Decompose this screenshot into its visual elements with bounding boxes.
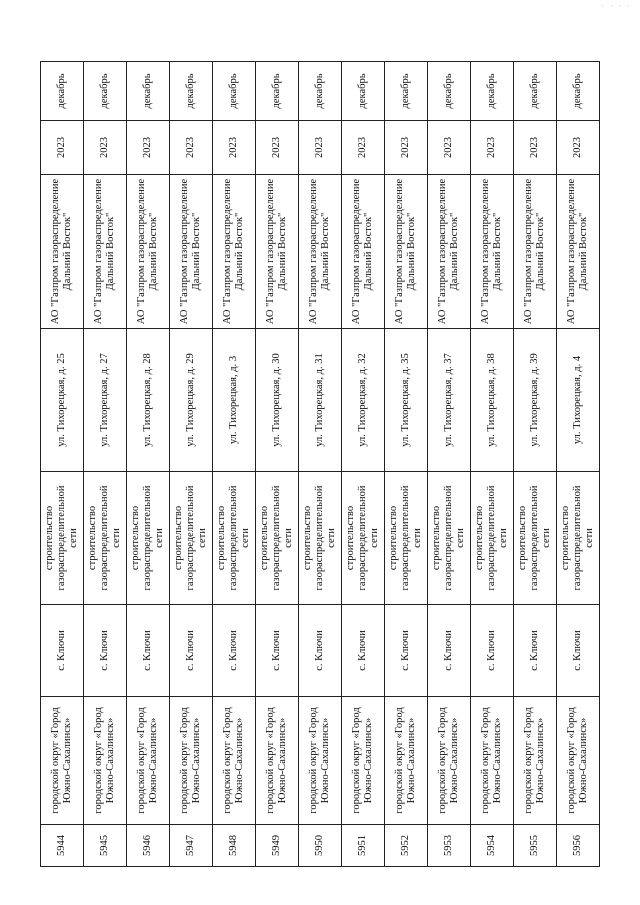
locality-cell: с. Ключи xyxy=(213,605,256,697)
month-cell: декабрь xyxy=(213,62,256,121)
year-cell: 2023 xyxy=(213,121,256,175)
organization-cell: АО "Газпром газораспределение Дальний Восток" xyxy=(299,175,342,329)
organization-cell: АО "Газпром газораспределение Дальний Восток" xyxy=(84,175,127,329)
table-row xyxy=(299,62,342,867)
organization-cell: АО "Газпром газораспределение Дальний Восток" xyxy=(471,175,514,329)
work-type-cell: строительство газораспределительной сети xyxy=(342,472,385,605)
row-number: 5944 xyxy=(41,825,84,867)
table-row xyxy=(428,62,471,867)
month-cell: декабрь xyxy=(428,62,471,121)
address-cell: ул. Тихорецкая, д. 25 xyxy=(41,329,84,472)
district-cell: городской округ «Город Южно-Сахалинск» xyxy=(428,697,471,825)
month-cell: декабрь xyxy=(127,62,170,121)
organization-cell: АО "Газпром газораспределение Дальний Восток" xyxy=(127,175,170,329)
address-cell: ул. Тихорецкая, д. 31 xyxy=(299,329,342,472)
month-cell: декабрь xyxy=(342,62,385,121)
table-row xyxy=(84,62,127,867)
year-cell: 2023 xyxy=(41,121,84,175)
district-cell: городской округ «Город Южно-Сахалинск» xyxy=(514,697,557,825)
locality-cell: с. Ключи xyxy=(428,605,471,697)
year-cell: 2023 xyxy=(127,121,170,175)
organization-cell: АО "Газпром газораспределение Дальний Восток" xyxy=(385,175,428,329)
address-cell: ул. Тихорецкая, д. 29 xyxy=(170,329,213,472)
organization-cell: АО "Газпром газораспределение Дальний Восток" xyxy=(342,175,385,329)
table-row xyxy=(557,62,600,867)
address-cell: ул. Тихорецкая, д. 37 xyxy=(428,329,471,472)
month-cell: декабрь xyxy=(385,62,428,121)
address-cell: ул. Тихорецкая, д. 4 xyxy=(557,329,600,472)
organization-cell: АО "Газпром газораспределение Дальний Восток" xyxy=(514,175,557,329)
month-cell: декабрь xyxy=(471,62,514,121)
district-cell: городской округ «Город Южно-Сахалинск» xyxy=(299,697,342,825)
locality-cell: с. Ключи xyxy=(256,605,299,697)
organization-cell: АО "Газпром газораспределение Дальний Восток" xyxy=(41,175,84,329)
table-row xyxy=(342,62,385,867)
year-cell: 2023 xyxy=(471,121,514,175)
locality-cell: с. Ключи xyxy=(557,605,600,697)
year-cell: 2023 xyxy=(514,121,557,175)
row-number: 5946 xyxy=(127,825,170,867)
row-number: 5951 xyxy=(342,825,385,867)
address-cell: ул. Тихорецкая, д. 30 xyxy=(256,329,299,472)
table-row xyxy=(213,62,256,867)
district-cell: городской округ «Город Южно-Сахалинск» xyxy=(84,697,127,825)
address-cell: ул. Тихорецкая, д. 3 xyxy=(213,329,256,472)
address-cell: ул. Тихорецкая, д. 28 xyxy=(127,329,170,472)
month-cell: декабрь xyxy=(256,62,299,121)
district-cell: городской округ «Город Южно-Сахалинск» xyxy=(127,697,170,825)
district-cell: городской округ «Город Южно-Сахалинск» xyxy=(41,697,84,825)
work-type-cell: строительство газораспределительной сети xyxy=(514,472,557,605)
row-number: 5948 xyxy=(213,825,256,867)
locality-cell: с. Ключи xyxy=(385,605,428,697)
address-cell: ул. Тихорецкая, д. 32 xyxy=(342,329,385,472)
work-type-cell: строительство газораспределительной сети xyxy=(471,472,514,605)
work-type-cell: строительство газораспределительной сети xyxy=(385,472,428,605)
row-number: 5950 xyxy=(299,825,342,867)
row-number: 5953 xyxy=(428,825,471,867)
address-cell: ул. Тихорецкая, д. 27 xyxy=(84,329,127,472)
work-type-cell: строительство газораспределительной сети xyxy=(170,472,213,605)
organization-cell: АО "Газпром газораспределение Дальний Восток" xyxy=(213,175,256,329)
organization-cell: АО "Газпром газораспределение Дальний Восток" xyxy=(256,175,299,329)
locality-cell: с. Ключи xyxy=(84,605,127,697)
district-cell: городской округ «Город Южно-Сахалинск» xyxy=(170,697,213,825)
locality-cell: с. Ключи xyxy=(41,605,84,697)
row-number: 5954 xyxy=(471,825,514,867)
year-cell: 2023 xyxy=(428,121,471,175)
address-cell: ул. Тихорецкая, д. 39 xyxy=(514,329,557,472)
work-type-cell: строительство газораспределительной сети xyxy=(428,472,471,605)
row-number: 5945 xyxy=(84,825,127,867)
work-type-cell: строительство газораспределительной сети xyxy=(127,472,170,605)
district-cell: городской округ «Город Южно-Сахалинск» xyxy=(256,697,299,825)
locality-cell: с. Ключи xyxy=(514,605,557,697)
work-type-cell: строительство газораспределительной сети xyxy=(557,472,600,605)
rotated-page xyxy=(40,62,600,867)
table-row xyxy=(471,62,514,867)
table-body xyxy=(41,62,600,867)
row-number: 5949 xyxy=(256,825,299,867)
work-type-cell: строительство газораспределительной сети xyxy=(299,472,342,605)
year-cell: 2023 xyxy=(170,121,213,175)
month-cell: декабрь xyxy=(170,62,213,121)
locality-cell: с. Ключи xyxy=(342,605,385,697)
year-cell: 2023 xyxy=(299,121,342,175)
row-number: 5956 xyxy=(557,825,600,867)
table-row xyxy=(170,62,213,867)
month-cell: декабрь xyxy=(514,62,557,121)
district-cell: городской округ «Город Южно-Сахалинск» xyxy=(385,697,428,825)
table-row xyxy=(127,62,170,867)
row-number: 5952 xyxy=(385,825,428,867)
district-cell: городской округ «Город Южно-Сахалинск» xyxy=(213,697,256,825)
table-row xyxy=(256,62,299,867)
district-cell: городской округ «Город Южно-Сахалинск» xyxy=(342,697,385,825)
work-type-cell: строительство газораспределительной сети xyxy=(84,472,127,605)
address-cell: ул. Тихорецкая, д. 38 xyxy=(471,329,514,472)
address-cell: ул. Тихорецкая, д. 35 xyxy=(385,329,428,472)
month-cell: декабрь xyxy=(84,62,127,121)
locality-cell: с. Ключи xyxy=(299,605,342,697)
row-number: 5947 xyxy=(170,825,213,867)
row-number: 5955 xyxy=(514,825,557,867)
table-row xyxy=(385,62,428,867)
locality-cell: с. Ключи xyxy=(170,605,213,697)
locality-cell: с. Ключи xyxy=(471,605,514,697)
work-type-cell: строительство газораспределительной сети xyxy=(213,472,256,605)
district-cell: городской округ «Город Южно-Сахалинск» xyxy=(471,697,514,825)
year-cell: 2023 xyxy=(342,121,385,175)
scan-artifact: · · · · xyxy=(601,2,632,11)
year-cell: 2023 xyxy=(84,121,127,175)
year-cell: 2023 xyxy=(385,121,428,175)
organization-cell: АО "Газпром газораспределение Дальний Восток" xyxy=(170,175,213,329)
work-type-cell: строительство газораспределительной сети xyxy=(41,472,84,605)
locality-cell: с. Ключи xyxy=(127,605,170,697)
table-row xyxy=(41,62,84,867)
organization-cell: АО "Газпром газораспределение Дальний Восток" xyxy=(557,175,600,329)
work-type-cell: строительство газораспределительной сети xyxy=(256,472,299,605)
district-cell: городской округ «Город Южно-Сахалинск» xyxy=(557,697,600,825)
year-cell: 2023 xyxy=(256,121,299,175)
table-row xyxy=(514,62,557,867)
organization-cell: АО "Газпром газораспределение Дальний Восток" xyxy=(428,175,471,329)
month-cell: декабрь xyxy=(299,62,342,121)
year-cell: 2023 xyxy=(557,121,600,175)
month-cell: декабрь xyxy=(41,62,84,121)
gas-network-table xyxy=(40,61,600,867)
month-cell: декабрь xyxy=(557,62,600,121)
